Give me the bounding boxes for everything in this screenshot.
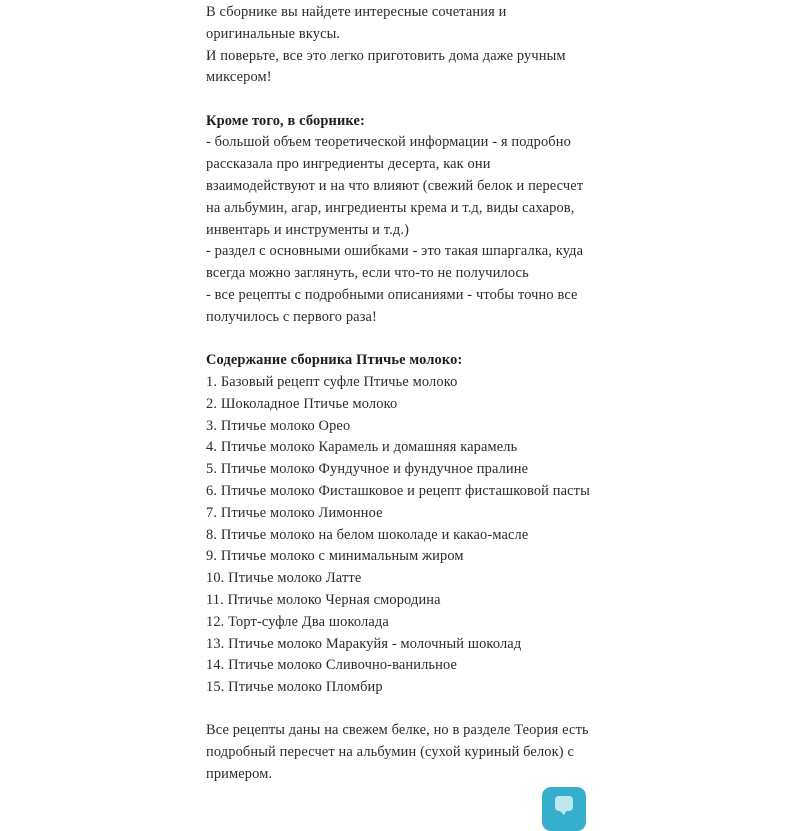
intro-line-2: оригинальные вкусы. <box>206 25 341 42</box>
spacer-after-extras <box>206 329 598 351</box>
list-item: 5. Птичье молоко Фундучное и фундучное пралине <box>206 461 529 478</box>
intro-line-1: В сборнике вы найдете интересные сочетания и <box>206 4 507 20</box>
list-item: 15. Птичье молоко Пломбир <box>206 679 383 696</box>
extras-section <box>206 111 598 329</box>
closing-paragraph: Все рецепты даны на свежем белке, но в разделе Теория есть подробный пересчет на альбумин (сухой куриный белок) с примером. <box>206 722 589 782</box>
closing-section <box>206 720 598 785</box>
chat-fab-button[interactable] <box>542 787 586 831</box>
list-item: 14. Птичье молоко Сливочно-ванильное <box>206 657 458 674</box>
extras-bullet-3: - все рецепты с подробными описаниями - чтобы точно все получилось с первого раза! <box>206 287 578 325</box>
intro-line-4: миксером! <box>206 69 272 86</box>
list-item: 1. Базовый рецепт суфле Птичье молоко <box>206 373 458 390</box>
extras-bullet-2: - раздел с основными ошибками - это такая шпаргалка, куда всегда можно заглянуть, если что-то не получилось <box>206 243 584 282</box>
list-item: 4. Птичье молоко Карамель и домашняя карамель <box>206 439 518 456</box>
list-item: 3. Птичье молоко Орео <box>206 417 351 434</box>
extras-heading: Кроме того, в сборнике: <box>206 112 365 129</box>
contents-list <box>206 372 598 699</box>
spacer-after-intro <box>206 89 598 111</box>
document-content <box>206 2 598 786</box>
list-item: 2. Шоколадное Птичье молоко <box>206 395 398 412</box>
spacer-after-contents <box>206 699 598 721</box>
chat-bubble-icon <box>555 796 573 811</box>
list-item: 11. Птичье молоко Черная смородина <box>206 591 441 608</box>
contents-section <box>206 350 598 699</box>
list-item: 7. Птичье молоко Лимонное <box>206 504 383 521</box>
list-item: 10. Птичье молоко Латте <box>206 570 362 587</box>
list-item: 8. Птичье молоко на белом шоколаде и какао-масле <box>206 526 529 543</box>
list-item: 6. Птичье молоко Фисташковое и рецепт фисташковой пасты <box>206 482 590 499</box>
list-item: 9. Птичье молоко с минимальным жиром <box>206 548 464 565</box>
list-item: 13. Птичье молоко Маракуйя - молочный шоколад <box>206 635 522 652</box>
contents-heading: Содержание сборника Птичье молоко: <box>206 352 463 369</box>
intro-paragraph <box>206 2 598 89</box>
extras-bullet-1: - большой объем теоретической информации - я подробно рассказала про ингредиенты десерта, как они взаимодействуют и на что влияют (свежий белок и пересчет на альбумин, агар, ингредиенты крема и т.д, виды сахаров, инвентарь и инструменты и т.д.) <box>206 134 584 238</box>
list-item: 12. Торт-суфле Два шоколада <box>206 613 389 630</box>
intro-line-3: И поверьте, все это легко приготовить дома даже ручным <box>206 47 566 64</box>
